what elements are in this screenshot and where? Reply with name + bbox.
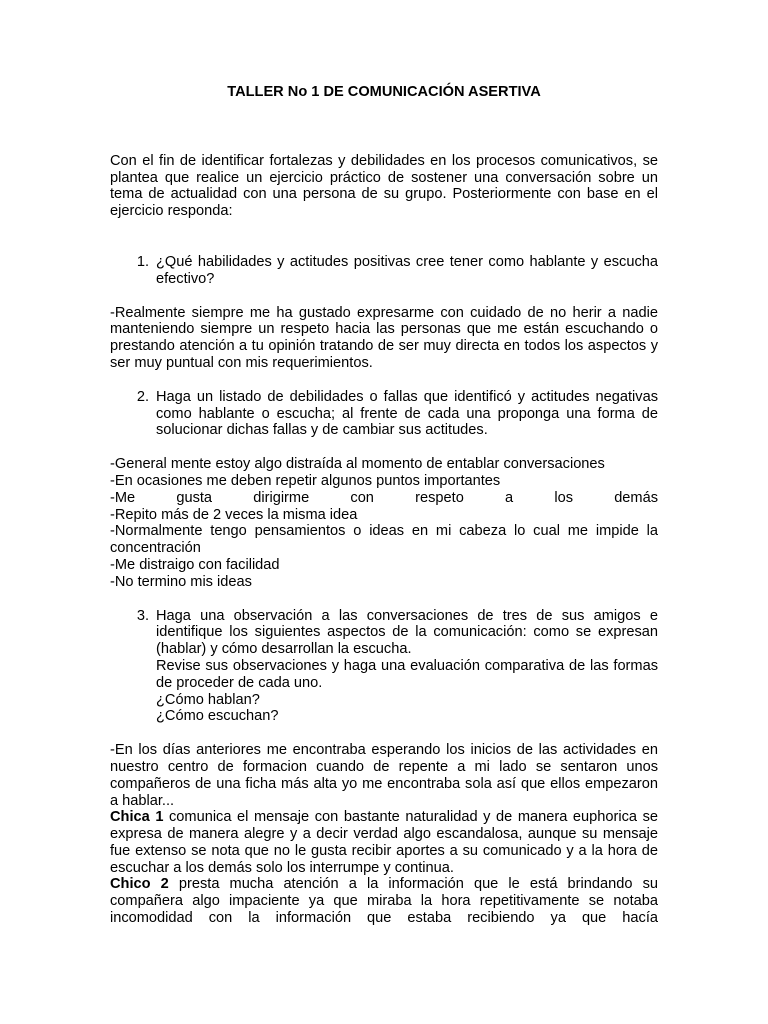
chica-1-name: Chica 1 <box>110 809 164 826</box>
answer-2-item: -Normalmente tengo pensamientos o ideas en mi cabeza lo cual me impide la concentración <box>110 523 658 557</box>
question-3-text-2: Revise sus observaciones y haga una evaluación comparativa de las formas de proceder de cada uno. <box>156 657 658 691</box>
chica-1-paragraph <box>110 809 658 876</box>
question-1 <box>110 254 658 288</box>
chica-1-text: comunica el mensaje con bastante naturalidad y de manera euphorica se expresa de manera alegre y a decir verdad algo escandalosa, aunque su mensaje fue extenso se nota que no le gusta recibir aportes a su comunicado y a la hora de escuchar a los demás solo los interrumpe y continua. <box>110 809 658 876</box>
answer-2-item: -En ocasiones me deben repetir algunos puntos importantes <box>110 472 501 489</box>
answer-2-item: -Me gusta dirigirme con respeto a los demás <box>110 489 658 506</box>
chico-2-name: Chico 2 <box>110 876 169 893</box>
question-3-body <box>156 608 658 726</box>
answer-2-item: -General mente estoy algo distraída al momento de entablar conversaciones <box>110 456 605 473</box>
question-2 <box>110 389 658 439</box>
answer-2-list <box>110 456 658 590</box>
chico-2-paragraph <box>110 876 658 926</box>
question-2-number: 2. <box>136 388 149 405</box>
question-2-text: Haga un listado de debilidades o fallas que identificó y actitudes negativas como hablante o escucha; al frente de cada una proponga una forma de solucionar dichas fallas y de cambiar sus actitudes. <box>156 388 658 439</box>
question-3-sub-2: ¿Cómo escuchan? <box>156 708 279 725</box>
question-3 <box>110 608 658 726</box>
answer-2-item: -Me distraigo con facilidad <box>110 556 280 573</box>
question-3-number: 3. <box>136 607 149 624</box>
question-3-sub-1: ¿Cómo hablan? <box>156 691 260 708</box>
chico-2-text: presta mucha atención a la información que le está brindando su compañera algo impaciente ya que miraba la hora repetitivamente se notaba incomodidad con la información que estaba recibiendo ya que hacía <box>110 876 658 927</box>
answer-3-intro: -En los días anteriores me encontraba esperando los inicios de las actividades en nuestro centro de formacion cuando de repente a mi lado se sentaron unos compañeros de una ficha más alta yo me encontraba sola así que ellos empezaron a hablar... <box>110 742 658 809</box>
question-3-text: Haga una observación a las conversaciones de tres de sus amigos e identifique los siguientes aspectos de la comunicación: como se expresan (hablar) y cómo desarrollan la escucha. <box>156 607 658 658</box>
question-1-text: ¿Qué habilidades y actitudes positivas cree tener como hablante y escucha efectivo? <box>156 253 658 287</box>
answer-2-item: -No termino mis ideas <box>110 573 252 590</box>
answer-2-item: -Repito más de 2 veces la misma idea <box>110 506 358 523</box>
question-1-number: 1. <box>136 253 149 270</box>
document-title: TALLER No 1 DE COMUNICACIÓN ASERTIVA <box>227 84 541 100</box>
answer-1: -Realmente siempre me ha gustado expresarme con cuidado de no herir a nadie manteniendo siempre un respeto hacia las personas que me están escuchando o prestando atención a tu opinión tratando de ser muy directa en todos los aspectos y ser muy puntual con mis requerimientos. <box>110 304 658 371</box>
intro-paragraph: Con el fin de identificar fortalezas y debilidades en los procesos comunicativos, se plantea que realice un ejercicio práctico de sostener una conversación sobre un tema de actualidad con una persona de su grupo. Posteriormente con base en el ejercicio responda: <box>110 152 658 220</box>
